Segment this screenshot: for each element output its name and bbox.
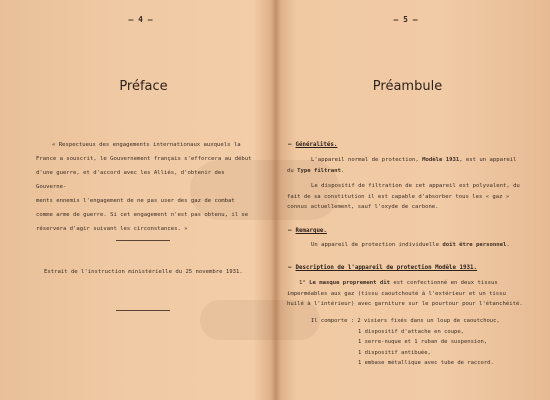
list-item: 1 dispositif antibuée,	[358, 349, 431, 356]
list-item: 1 dispositif d'attache en coupe,	[358, 328, 464, 335]
divider-rule	[116, 310, 170, 311]
preface-quote	[36, 138, 252, 236]
quote-line: France a souscrit, le Gouvernement français s'efforcera au début	[36, 156, 252, 162]
list-item: 1 embase métallique avec tube de raccord.	[358, 360, 494, 366]
components-list	[311, 316, 500, 369]
comporte-label: Il comporte :	[311, 318, 355, 324]
generalites-paragraph-1: L'appareil normal de protection, Modèle 1931, est un appareil du Type filtrant.	[287, 157, 517, 174]
quote-line: d'une guerre, et d'accord avec les Alliés, d'obtenir des Gouverne-	[36, 170, 225, 190]
left-page	[0, 0, 271, 400]
divider-rule	[116, 240, 170, 241]
quote-line: comme arme de guerre. Si cet engagement n'est pas obtenu, il se	[36, 212, 249, 218]
page-number: — 4 —	[128, 15, 153, 24]
list-item: Il comporte : 2 visiers fixés dans un loup de caoutchouc,	[311, 318, 500, 324]
page-title: Préambule	[372, 79, 443, 94]
generalites-paragraph-2: Le dispositif de filtration de cet appareil est polyvalent, du fait de sa constitution il est capable d'absorber tous les « gaz » connus actuellement, sauf l'oxyde de carbone.	[287, 183, 520, 210]
book-gutter	[271, 0, 281, 400]
page-title: Préface	[119, 79, 168, 94]
page-number: — 5 —	[393, 15, 418, 24]
list-item: 1 serre-nuque et 1 ruban de suspension,	[358, 339, 488, 345]
section-heading-remarque: — Remarque.	[288, 228, 327, 234]
section-heading-generalites: — Généralités.	[288, 142, 338, 148]
quote-line: ments ennemis l'engagement de ne pas user des gaz de combat	[36, 198, 235, 204]
section-heading-description: — Description de l'appareil de protection Modèle 1931.	[288, 265, 477, 271]
quote-line: réservera d'agir suivant les circonstances. »	[36, 226, 188, 232]
right-page	[281, 0, 550, 400]
remarque-paragraph: Un appareil de protection individuelle doit être personnel.	[311, 242, 510, 248]
source-caption: Extrait de l'instruction ministérielle du 25 novembre 1931.	[44, 269, 243, 275]
description-paragraph: 1° Le masque proprement dit est confectionné en deux tissus imperméables aux gaz (tissu caoutchouté à l'extérieur et un tissu huilé à l'intérieur) avec garniture sur le pourtour pour l'étanchéité.	[287, 280, 523, 307]
quote-line: « Respectueux des engagements internationaux auxquels la	[52, 142, 241, 148]
